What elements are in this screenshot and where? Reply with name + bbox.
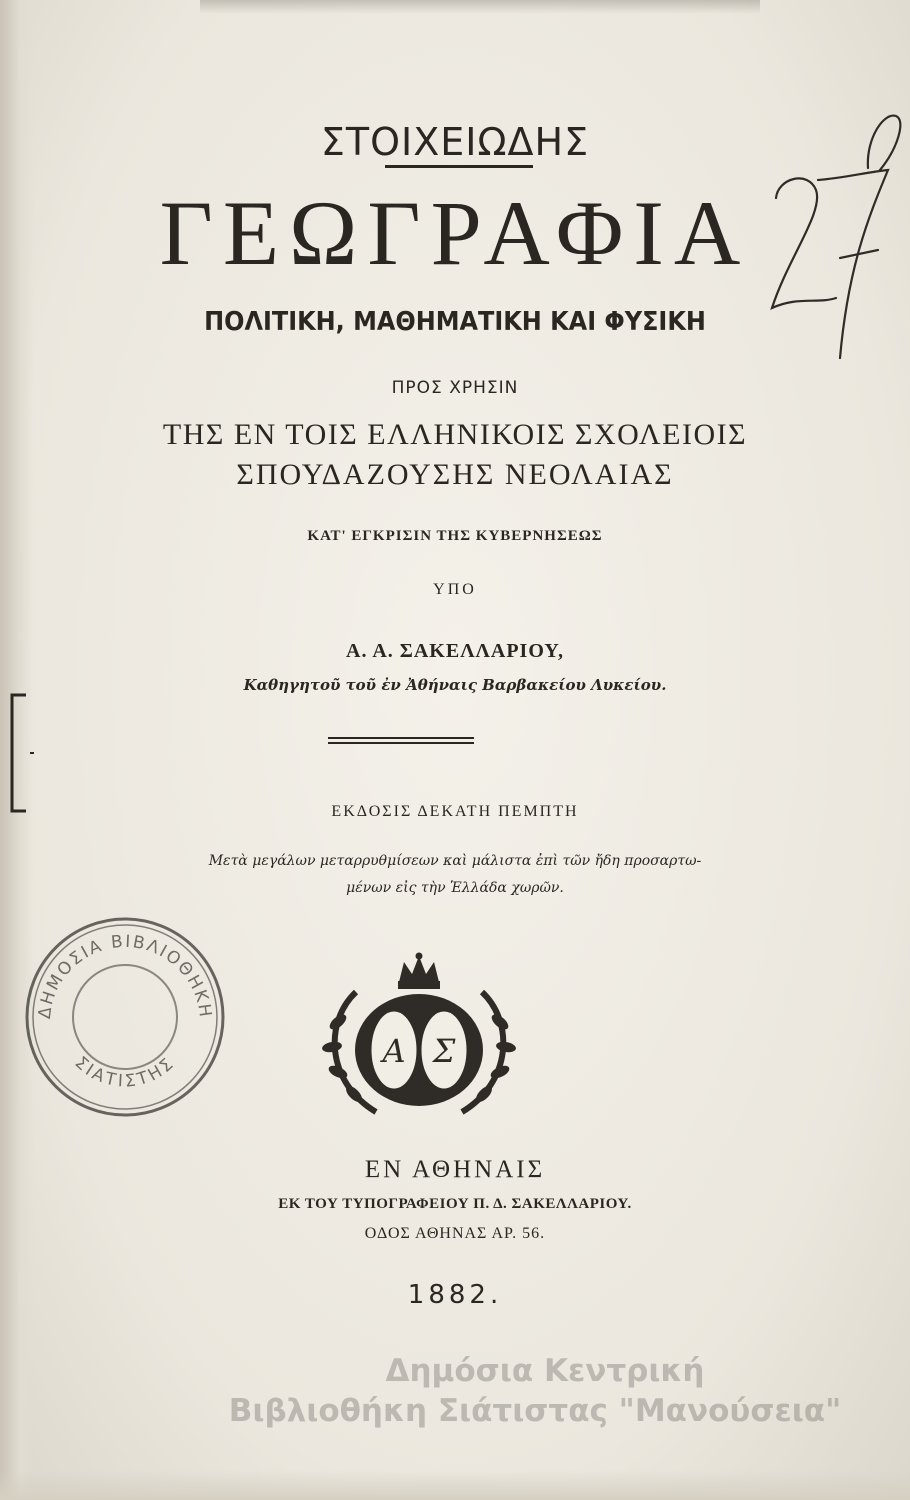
revision-line-2: μένων εἰς τὴν Ἑλλάδα χωρῶν. <box>346 880 564 896</box>
ypo-line: ΥΠΟ <box>433 581 477 598</box>
author-name: Α. Α. ΣΑΚΕΛΛΑΡΙΟΥ, <box>346 640 564 662</box>
top-edge-smudge <box>200 0 760 14</box>
watermark-line-2: Βιβλιοθήκη Σιάτιστας "Μανούσεια" <box>228 1393 842 1429</box>
left-margin-bracket <box>4 693 36 813</box>
watermark-line-1: Δημόσια Κεντρική <box>385 1353 705 1389</box>
divider-rule-bottom <box>328 742 474 744</box>
svg-text:ΣΙΑΤΙΣΤΗΣ <box>71 1053 180 1092</box>
subtitle: ΠΟΛΙΤΙΚΗ, ΜΑΘΗΜΑΤΙΚΗ ΚΑΙ ΦΥΣΙΚΗ <box>204 307 706 337</box>
pros-xrisin: ΠΡΟΣ ΧΡΗΣΙΝ <box>391 378 519 398</box>
stamp-text-bottom: ΣΙΑΤΙΣΤΗΣ <box>70 1052 180 1092</box>
imprint-address: ΟΔΟΣ ΑΘΗΝΑΣ ΑΡ. 56. <box>364 1225 546 1242</box>
imprint-place: ΕΝ ΑΘΗΝΑΙΣ <box>364 1156 546 1183</box>
page-bottom-edge-shadow <box>0 1470 910 1500</box>
audience-line-1: ΤΗΣ ΕΝ ΤΟΙΣ ΕΛΛΗΝΙΚΟΙΣ ΣΧΟΛΕΙΟΙΣ <box>162 418 748 451</box>
main-title: ΓΕΩΓΡΑΦΙΑ <box>159 182 751 284</box>
imprint-year: 1882. <box>407 1280 503 1310</box>
header-underline <box>385 165 533 168</box>
audience-line-2: ΣΠΟΥΔΑΖΟΥΣΗΣ ΝΕΟΛΑΙΑΣ <box>236 458 674 491</box>
emblem-letter-left: Α <box>382 1032 406 1070</box>
approval-line: ΚΑΤ' ΕΓΚΡΙΣΙΝ ΤΗΣ ΚΥΒΕΡΝΗΣΕΩΣ <box>307 528 603 544</box>
library-stamp-icon <box>20 912 230 1122</box>
svg-text:ΔΗΜΟΣΙΑ ΒΙΒΛΙΟΘΗΚΗ <box>35 932 215 1020</box>
stamp-text-top: ΔΗΜΟΣΙΑ ΒΙΒΛΙΟΘΗΚΗ <box>34 931 216 1021</box>
revision-line-1: Μετὰ μεγάλων μεταρρυθμίσεων καὶ μάλιστα ἐπὶ τῶν ἤδη προσαρτω- <box>208 853 702 869</box>
imprint-printer: ΕΚ ΤΟΥ ΤΥΠΟΓΡΑΦΕΙΟΥ Π. Δ. ΣΑΚΕΛΛΑΡΙΟΥ. <box>278 1196 632 1212</box>
divider-rule-top <box>328 737 474 739</box>
crowned-monogram-emblem-icon <box>316 952 522 1118</box>
emblem-letter-right: Σ <box>432 1032 456 1070</box>
header-stoixeiodis: ΣΤΟΙΧΕΙΩΔΗΣ <box>320 120 590 164</box>
author-title: Καθηγητοῦ τοῦ ἐν Ἀθήναις Βαρβακείου Λυκείου. <box>243 676 667 694</box>
handwritten-shelf-number-icon <box>748 108 910 390</box>
edition-line: ΕΚΔΟΣΙΣ ΔΕΚΑΤΗ ΠΕΜΠΤΗ <box>331 803 579 820</box>
